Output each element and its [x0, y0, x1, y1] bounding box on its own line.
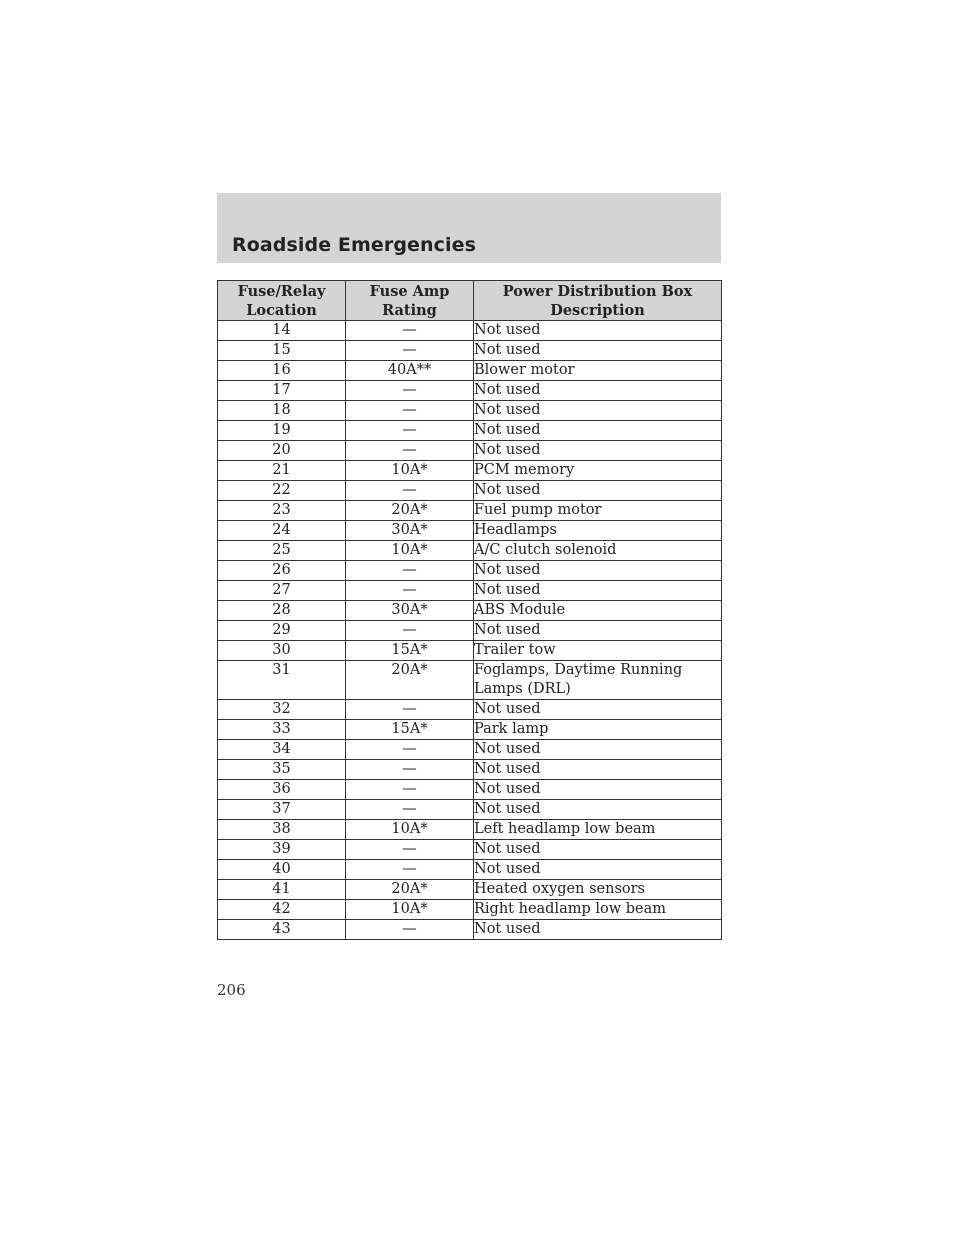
- fuse-description: [474, 621, 722, 641]
- description-line: Not used: [474, 562, 541, 578]
- fuse-rating: —: [346, 860, 474, 880]
- fuse-description: [474, 581, 722, 601]
- table-row: [218, 601, 722, 621]
- description-line: Trailer tow: [474, 642, 556, 658]
- table-row: [218, 641, 722, 661]
- fuse-description: [474, 860, 722, 880]
- fuse-location: 34: [218, 740, 346, 760]
- description-line: Not used: [474, 801, 541, 817]
- fuse-location: 26: [218, 561, 346, 581]
- fuse-rating: —: [346, 700, 474, 720]
- fuse-location: 25: [218, 541, 346, 561]
- description-line: Heated oxygen sensors: [474, 881, 645, 897]
- fuse-rating: —: [346, 561, 474, 581]
- fuse-description: [474, 441, 722, 461]
- fuse-description: [474, 900, 722, 920]
- fuse-description: [474, 481, 722, 501]
- fuse-description: [474, 880, 722, 900]
- description-line: Not used: [474, 761, 541, 777]
- description-line: Not used: [474, 482, 541, 498]
- fuse-rating: 30A*: [346, 601, 474, 621]
- fuse-rating: —: [346, 401, 474, 421]
- fuse-rating: 30A*: [346, 521, 474, 541]
- fuse-rating: —: [346, 441, 474, 461]
- fuse-location: 36: [218, 780, 346, 800]
- fuse-description: [474, 700, 722, 720]
- fuse-rating: 15A*: [346, 641, 474, 661]
- fuse-location: 24: [218, 521, 346, 541]
- fuse-location: 19: [218, 421, 346, 441]
- fuse-description: [474, 840, 722, 860]
- table-row: [218, 840, 722, 860]
- fuse-description: [474, 401, 722, 421]
- fuse-rating: 20A*: [346, 661, 474, 700]
- fuse-rating: —: [346, 341, 474, 361]
- fuse-location: 35: [218, 760, 346, 780]
- description-line: Not used: [474, 622, 541, 638]
- header-description: Power Distribution Box Description: [474, 281, 722, 321]
- description-line: Right headlamp low beam: [474, 901, 667, 917]
- fuse-rating: —: [346, 321, 474, 341]
- description-line: Not used: [474, 582, 541, 598]
- table-row: [218, 501, 722, 521]
- fuse-description: [474, 421, 722, 441]
- fuse-rating: —: [346, 760, 474, 780]
- header-location: Fuse/Relay Location: [218, 281, 346, 321]
- fuse-location: 22: [218, 481, 346, 501]
- fuse-location: 21: [218, 461, 346, 481]
- fuse-rating: —: [346, 740, 474, 760]
- fuse-description: [474, 541, 722, 561]
- table-row: [218, 441, 722, 461]
- fuse-description: [474, 521, 722, 541]
- fuse-location: 42: [218, 900, 346, 920]
- table-row: [218, 421, 722, 441]
- description-line: Blower motor: [474, 362, 575, 378]
- fuse-location: 33: [218, 720, 346, 740]
- description-line: Foglamps, Daytime Running: [474, 662, 683, 678]
- table-row: [218, 720, 722, 740]
- fuse-rating: —: [346, 621, 474, 641]
- description-line: ABS Module: [474, 602, 566, 618]
- table-row: [218, 541, 722, 561]
- table-row: [218, 521, 722, 541]
- table-row: [218, 880, 722, 900]
- description-line: Not used: [474, 861, 541, 877]
- fuse-location: 31: [218, 661, 346, 700]
- fuse-table: [217, 280, 722, 940]
- fuse-rating: 20A*: [346, 501, 474, 521]
- table-row: [218, 581, 722, 601]
- fuse-rating: —: [346, 421, 474, 441]
- table-row: [218, 700, 722, 720]
- fuse-rating: —: [346, 581, 474, 601]
- description-line: Not used: [474, 442, 541, 458]
- fuse-location: 14: [218, 321, 346, 341]
- fuse-description: [474, 461, 722, 481]
- table-row: [218, 381, 722, 401]
- description-line: Left headlamp low beam: [474, 821, 656, 837]
- table-row: [218, 621, 722, 641]
- fuse-description: [474, 561, 722, 581]
- table-row: [218, 321, 722, 341]
- fuse-location: 28: [218, 601, 346, 621]
- fuse-description: [474, 641, 722, 661]
- page-number: 206: [217, 981, 246, 999]
- description-line: Not used: [474, 781, 541, 797]
- fuse-rating: 10A*: [346, 541, 474, 561]
- description-line: Lamps (DRL): [474, 681, 571, 697]
- table-row: [218, 401, 722, 421]
- table-row: [218, 461, 722, 481]
- table-header-row: [218, 281, 722, 321]
- description-line: Not used: [474, 402, 541, 418]
- fuse-location: 30: [218, 641, 346, 661]
- fuse-rating: 20A*: [346, 880, 474, 900]
- fuse-rating: —: [346, 800, 474, 820]
- fuse-description: [474, 780, 722, 800]
- fuse-rating: —: [346, 780, 474, 800]
- table-row: [218, 900, 722, 920]
- fuse-description: [474, 800, 722, 820]
- fuse-description: [474, 760, 722, 780]
- description-line: PCM memory: [474, 462, 575, 478]
- fuse-description: [474, 501, 722, 521]
- fuse-location: 37: [218, 800, 346, 820]
- fuse-rating: 10A*: [346, 820, 474, 840]
- table-row: [218, 800, 722, 820]
- section-header: [217, 193, 721, 263]
- fuse-rating: 15A*: [346, 720, 474, 740]
- table-row: [218, 860, 722, 880]
- fuse-location: 23: [218, 501, 346, 521]
- fuse-rating: —: [346, 381, 474, 401]
- fuse-location: 18: [218, 401, 346, 421]
- table-row: [218, 561, 722, 581]
- description-line: Not used: [474, 422, 541, 438]
- table-row: [218, 820, 722, 840]
- description-line: A/C clutch solenoid: [474, 542, 617, 558]
- description-line: Not used: [474, 342, 541, 358]
- fuse-location: 15: [218, 341, 346, 361]
- fuse-description: [474, 661, 722, 700]
- fuse-location: 20: [218, 441, 346, 461]
- table-row: [218, 661, 722, 700]
- section-title: Roadside Emergencies: [232, 234, 477, 256]
- description-line: Not used: [474, 921, 541, 937]
- fuse-description: [474, 920, 722, 940]
- fuse-description: [474, 381, 722, 401]
- fuse-location: 39: [218, 840, 346, 860]
- description-line: Not used: [474, 741, 541, 757]
- fuse-location: 17: [218, 381, 346, 401]
- fuse-description: [474, 361, 722, 381]
- fuse-description: [474, 601, 722, 621]
- description-line: Not used: [474, 322, 541, 338]
- header-rating: Fuse Amp Rating: [346, 281, 474, 321]
- fuse-description: [474, 720, 722, 740]
- fuse-rating: 10A*: [346, 461, 474, 481]
- fuse-rating: —: [346, 840, 474, 860]
- description-line: Not used: [474, 701, 541, 717]
- description-line: Not used: [474, 841, 541, 857]
- description-line: Fuel pump motor: [474, 502, 602, 518]
- description-line: Park lamp: [474, 721, 549, 737]
- fuse-rating: 10A*: [346, 900, 474, 920]
- fuse-location: 32: [218, 700, 346, 720]
- description-line: Not used: [474, 382, 541, 398]
- fuse-description: [474, 820, 722, 840]
- table-row: [218, 760, 722, 780]
- fuse-rating: 40A**: [346, 361, 474, 381]
- fuse-rating: —: [346, 481, 474, 501]
- table-row: [218, 361, 722, 381]
- table-row: [218, 920, 722, 940]
- fuse-location: 41: [218, 880, 346, 900]
- fuse-description: [474, 341, 722, 361]
- fuse-location: 38: [218, 820, 346, 840]
- fuse-location: 40: [218, 860, 346, 880]
- table-row: [218, 740, 722, 760]
- fuse-location: 29: [218, 621, 346, 641]
- table-row: [218, 780, 722, 800]
- fuse-location: 43: [218, 920, 346, 940]
- description-line: Headlamps: [474, 522, 557, 538]
- fuse-description: [474, 321, 722, 341]
- fuse-rating: —: [346, 920, 474, 940]
- fuse-location: 16: [218, 361, 346, 381]
- fuse-description: [474, 740, 722, 760]
- fuse-location: 27: [218, 581, 346, 601]
- table-row: [218, 341, 722, 361]
- table-row: [218, 481, 722, 501]
